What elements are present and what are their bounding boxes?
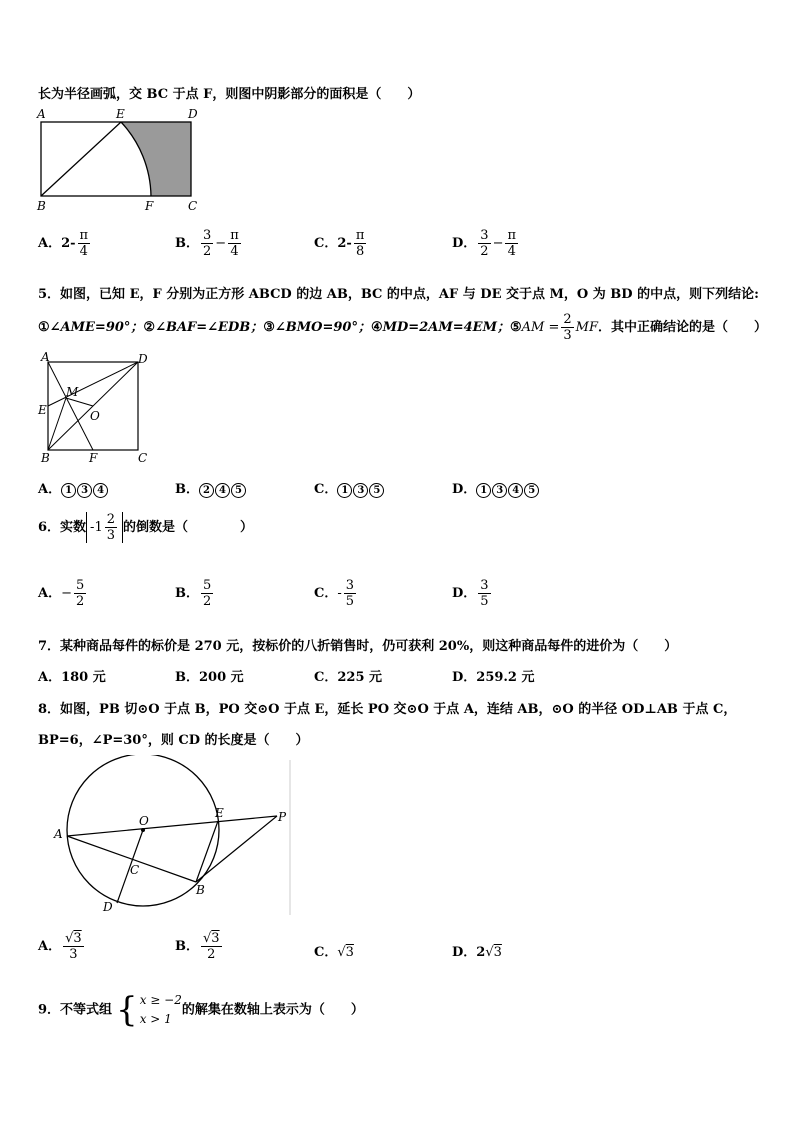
q4-figure	[34, 106, 204, 216]
q7-stem: 7．某种商品每件的标价是 270 元，按标价的八折销售时，仍可获利 20%，则这种商品每件的进价为（ ）	[38, 639, 678, 654]
q6-stem: 6．实数 -1 $\frac{2}{3}$ 的倒数是（ ）	[38, 512, 254, 543]
q8-label-p: P	[278, 810, 287, 824]
q5-label-o: O	[90, 409, 100, 423]
q4-label-a: A	[37, 107, 46, 121]
q5-label-b: B	[41, 451, 50, 465]
q8-option-a[interactable]: A． $\frac{√3}{3}$	[38, 931, 82, 962]
q5-option-c[interactable]: C． 1 3 5	[314, 478, 385, 498]
q7-option-d[interactable]: D．259.2 元	[452, 670, 535, 685]
q4-label-f: F	[145, 199, 154, 213]
q7-option-b[interactable]: B．200 元	[175, 670, 244, 685]
q4-option-a[interactable]: A．2- $\frac{\pi}{4}$	[38, 228, 89, 259]
q8-label-e: E	[215, 806, 224, 820]
q8-stem-line1: 8．如图，PB 切⊙O 于点 B，PO 交⊙O 于点 E，延长 PO 交⊙O 于点 A，连结 AB，⊙O 的半径 OD⊥AB 于点 C，	[38, 702, 737, 717]
q4-option-b[interactable]: B． $\frac{3}{2}$ − $\frac{\pi}{4}$	[175, 228, 239, 259]
q8-label-a: A	[54, 827, 63, 841]
q5-stem-line1: 5．如图，已知 E，F 分别为正方形 ABCD 的边 AB，BC 的中点，AF 与 DE 交于点 M，O 为 BD 的中点，则下列结论:	[38, 287, 759, 302]
q7-option-c[interactable]: C．225 元	[314, 670, 383, 685]
q5-option-a[interactable]: A． 1 3 4	[38, 478, 109, 498]
q5-option-b[interactable]: B． 2 4 5	[175, 478, 247, 498]
q8-option-b[interactable]: B． $\frac{√3}{2}$	[175, 931, 220, 962]
q6-option-c[interactable]: C．- $\frac{3}{5}$	[314, 578, 355, 609]
q8-label-c: C	[130, 863, 140, 877]
q4-label-c: C	[188, 199, 198, 213]
q5-label-m: M	[66, 385, 79, 399]
q6-option-d[interactable]: D． $\frac{3}{5}$	[452, 578, 489, 609]
q4-stem: 长为半径画弧，交 BC 于点 F，则图中阴影部分的面积是（ ）	[38, 87, 421, 102]
q4-label-d: D	[188, 107, 198, 121]
q5-label-d: D	[138, 352, 148, 366]
q6-option-a[interactable]: A．− $\frac{5}{2}$	[38, 578, 85, 609]
q4-label-e: E	[116, 107, 125, 121]
q5-label-c: C	[138, 451, 148, 465]
q5-stem-line2: ①∠AME=90°；②∠BAF=∠EDB；③∠BMO=90°；④MD=2AM=4EM；⑤AM = $\frac{2}{3}$ MF．其中正确结论的是（ ）	[38, 312, 767, 343]
q8-option-c[interactable]: C．√3	[314, 945, 354, 960]
q8-label-d: D	[103, 900, 113, 914]
q5-figure	[34, 352, 154, 466]
q8-figure	[50, 755, 300, 917]
q8-label-o: O	[139, 814, 149, 828]
q7-option-a[interactable]: A．180 元	[38, 670, 106, 685]
q9-stem: 9．不等式组 { x ≥ −2 x > 1 的解集在数轴上表示为（ ）	[38, 990, 364, 1030]
q5-label-f: F	[89, 451, 98, 465]
q4-option-d[interactable]: D． $\frac{3}{2}$ − $\frac{\pi}{4}$	[452, 228, 517, 259]
q4-option-c[interactable]: C．2- $\frac{\pi}{8}$	[314, 228, 365, 259]
q8-stem-line2: BP=6，∠P=30°，则 CD 的长度是（ ）	[38, 733, 309, 748]
q4-label-b: B	[37, 199, 46, 213]
q6-option-b[interactable]: B． $\frac{5}{2}$	[175, 578, 212, 609]
q5-label-e: E	[38, 403, 47, 417]
q5-label-a: A	[41, 352, 50, 364]
q8-label-b: B	[196, 883, 205, 897]
q8-option-d[interactable]: D．2√3	[452, 945, 502, 960]
q5-option-d[interactable]: D． 1 3 4 5	[452, 478, 540, 498]
